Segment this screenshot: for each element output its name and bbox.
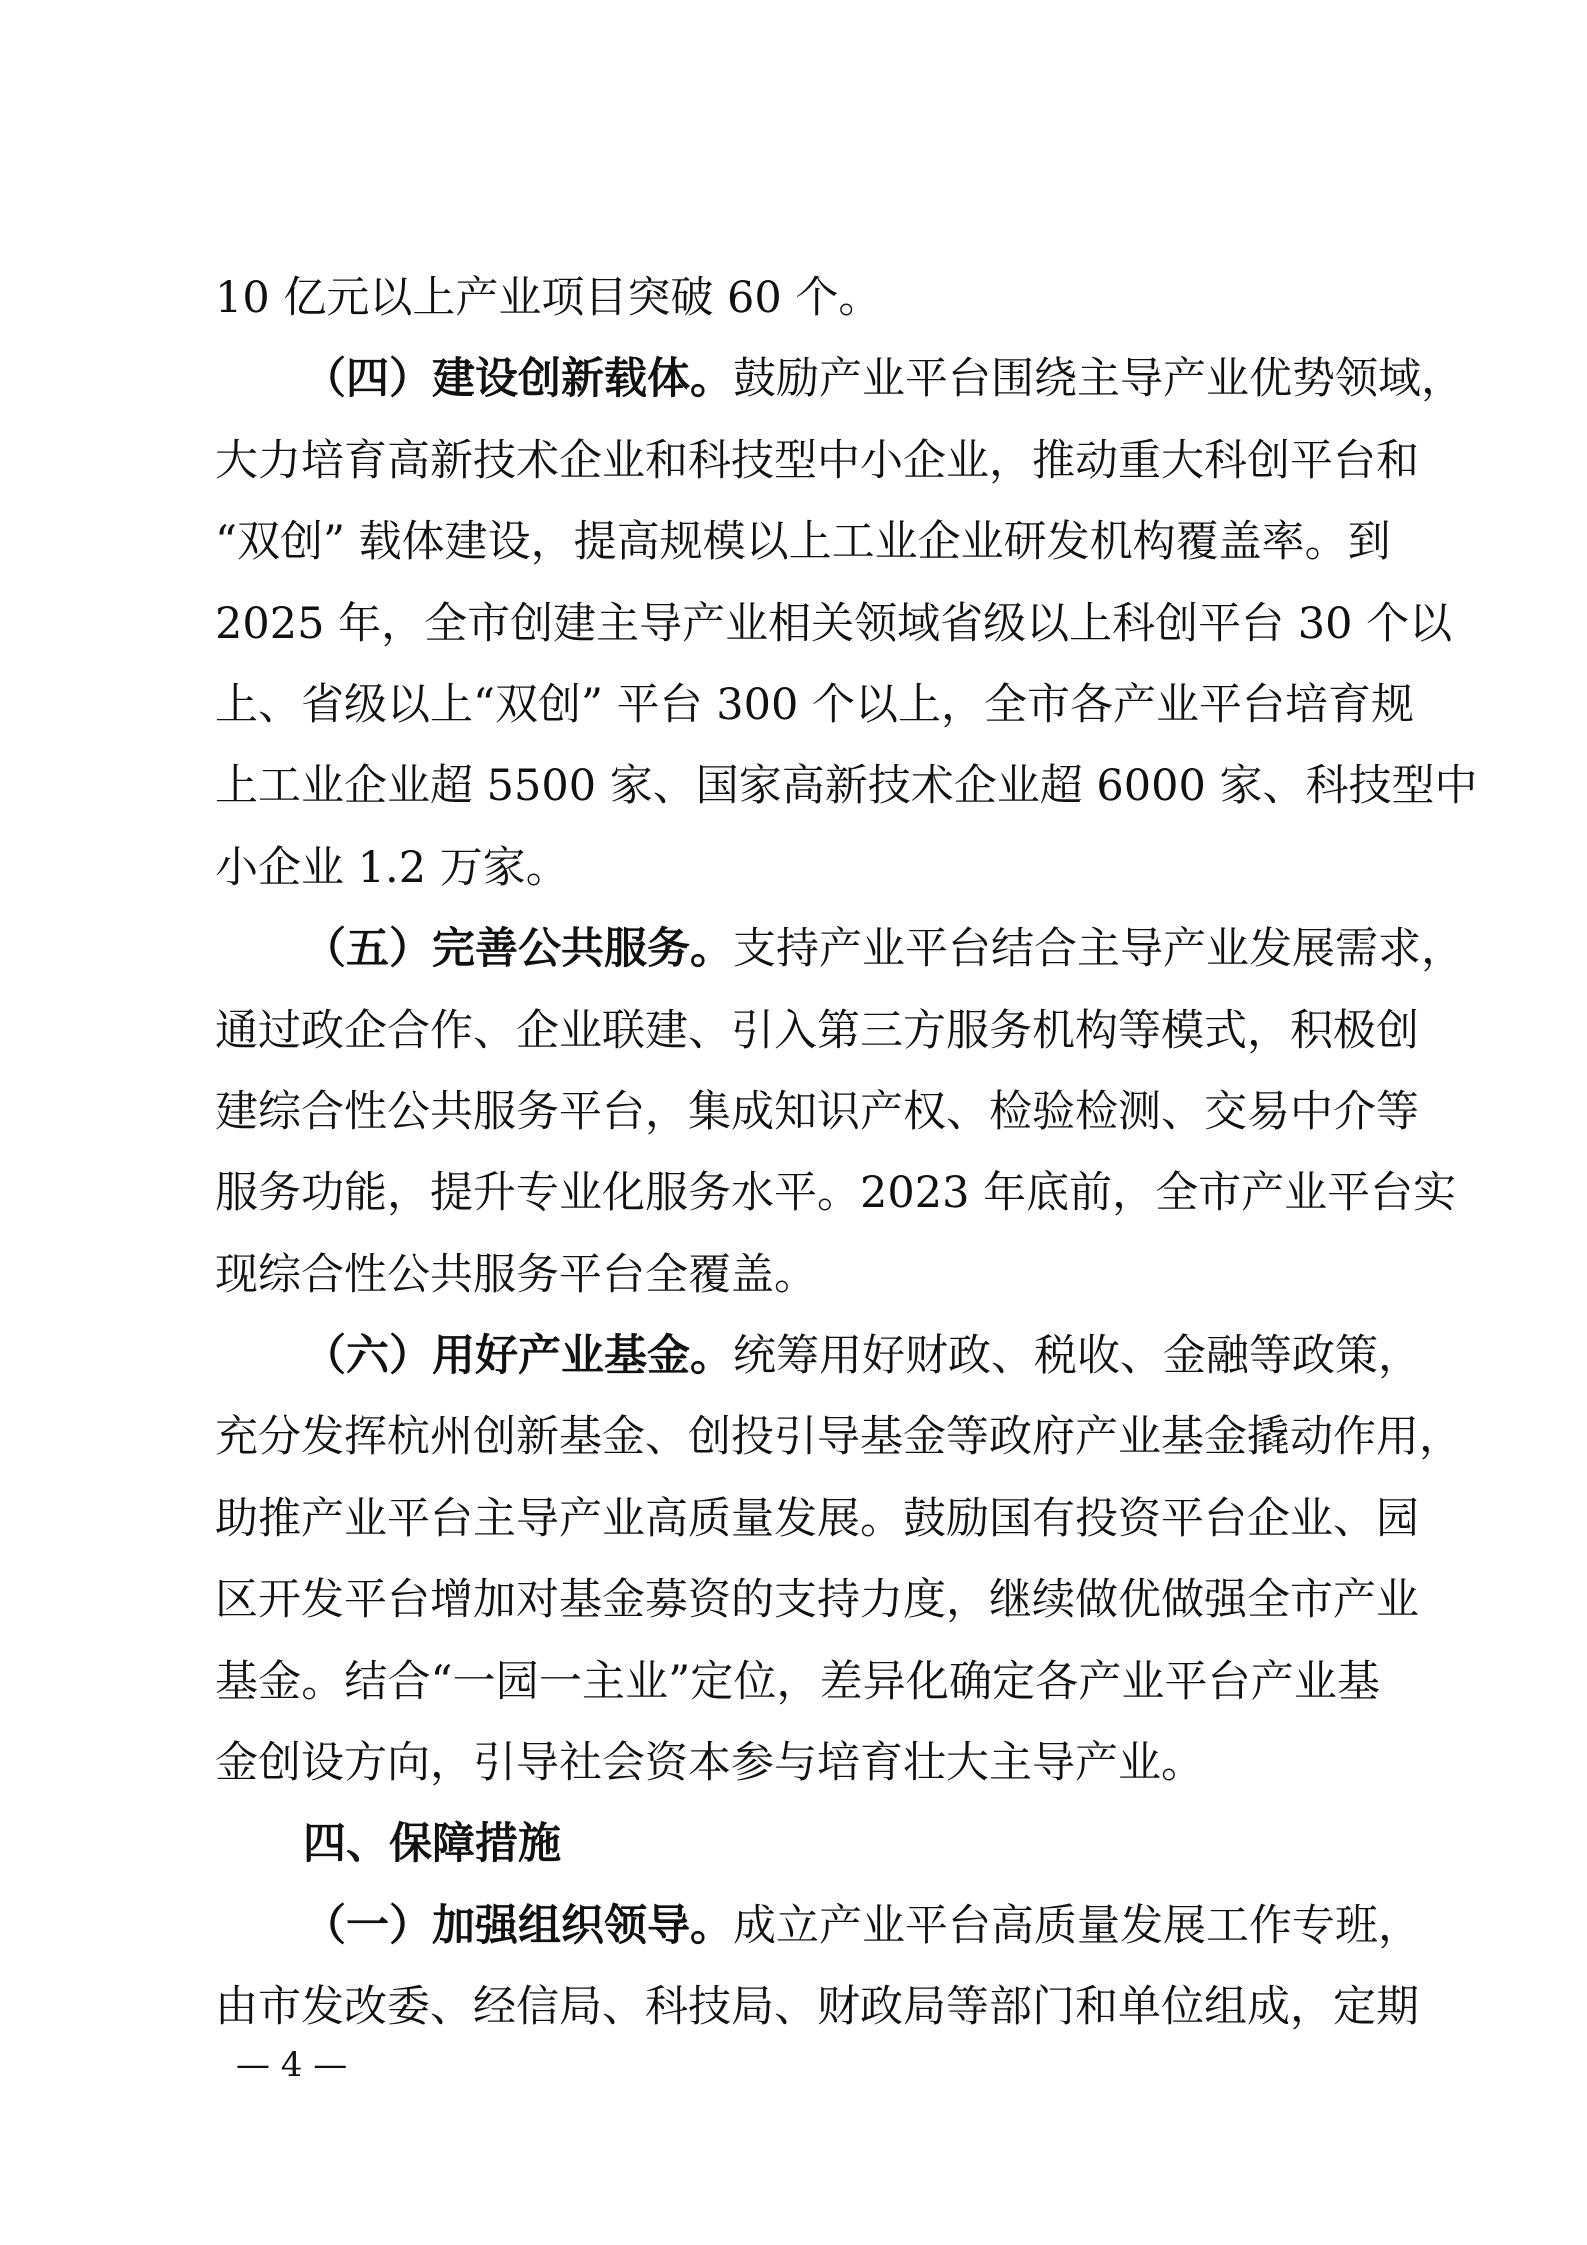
page-number: — 4 — [236, 2045, 348, 2085]
body-text [215, 258, 1478, 2049]
line-text: 上、省级以上“双创” 平台 300 个以上，全市各产业平台培育规 [215, 679, 1415, 730]
paragraph-first-line [215, 1316, 1421, 1397]
subsection-title: （六）用好产业基金。 [303, 1331, 733, 1382]
line-text: 四、保障措施 [303, 1819, 561, 1870]
line-text: 现综合性公共服务平台全覆盖。 [215, 1249, 817, 1300]
line-text: 统筹用好财政、税收、金融等政策， [733, 1331, 1421, 1382]
paragraph-first-line [215, 909, 1464, 990]
line-text: 建综合性公共服务平台，集成知识产权、检验检测、交易中介等 [215, 1086, 1419, 1137]
section-heading [215, 1804, 1380, 1885]
line-text: 支持产业平台结合主导产业发展需求， [733, 924, 1464, 975]
subsection-title: （五）完善公共服务。 [303, 924, 733, 975]
subsection-title: （一）加强组织领导。 [303, 1900, 733, 1951]
line-text: 上工业企业超 5500 家、国家高新技术企业超 6000 家、科技型中 [215, 761, 1478, 812]
paragraph-line [215, 1642, 1380, 1723]
line-text: 2025 年，全市创建主导产业相关领域省级以上科创平台 30 个以 [215, 598, 1453, 649]
line-text: 10 亿元以上产业项目突破 60 个。 [215, 273, 882, 323]
line-text: 由市发改委、经信局、科技局、财政局等部门和单位组成，定期 [215, 1982, 1419, 2033]
paragraph-last-line [215, 258, 1380, 339]
line-text: 充分发挥杭州创新基金、创投引导基金等政府产业基金撬动作用， [215, 1412, 1462, 1463]
paragraph-first-line [215, 339, 1464, 420]
paragraph-line [215, 1072, 1419, 1153]
line-text: 成立产业平台高质量发展工作专班， [733, 1900, 1421, 1951]
line-text: 助推产业平台主导产业高质量发展。鼓励国有投资平台企业、园 [215, 1493, 1419, 1544]
paragraph-last-line [215, 1235, 1380, 1316]
paragraph-first-line [215, 1886, 1421, 1967]
paragraph-line [215, 1967, 1419, 2048]
paragraph-line [215, 502, 1391, 583]
line-text: 金创设方向，引导社会资本参与培育壮大主导产业。 [215, 1738, 1204, 1789]
paragraph-line [215, 584, 1453, 665]
line-text: 鼓励产业平台围绕主导产业优势领域， [733, 354, 1464, 405]
paragraph-line [215, 421, 1419, 502]
paragraph-last-line [215, 1723, 1380, 1804]
paragraph-line [215, 1560, 1419, 1641]
paragraph-line [215, 991, 1419, 1072]
paragraph-line [215, 665, 1415, 746]
line-text: “双创” 载体建设，提高规模以上工业企业研发机构覆盖率。到 [215, 517, 1391, 568]
paragraph-line [215, 1479, 1419, 1560]
line-text: 小企业 1.2 万家。 [215, 842, 569, 893]
line-text: 大力培育高新技术企业和科技型中小企业，推动重大科创平台和 [215, 435, 1419, 486]
paragraph-line [215, 1397, 1462, 1478]
paragraph-last-line [215, 828, 1380, 909]
line-text: 服务功能，提升专业化服务水平。2023 年底前，全市产业平台实 [215, 1168, 1457, 1219]
line-text: 区开发平台增加对基金募资的支持力度，继续做优做强全市产业 [215, 1575, 1419, 1626]
paragraph-line [215, 746, 1478, 827]
line-text: 基金。结合“一园一主业”定位，差异化确定各产业平台产业基 [215, 1656, 1380, 1707]
line-text: 通过政企合作、企业联建、引入第三方服务机构等模式，积极创 [215, 1005, 1419, 1056]
paragraph-line [215, 1153, 1457, 1234]
subsection-title: （四）建设创新载体。 [303, 354, 733, 405]
